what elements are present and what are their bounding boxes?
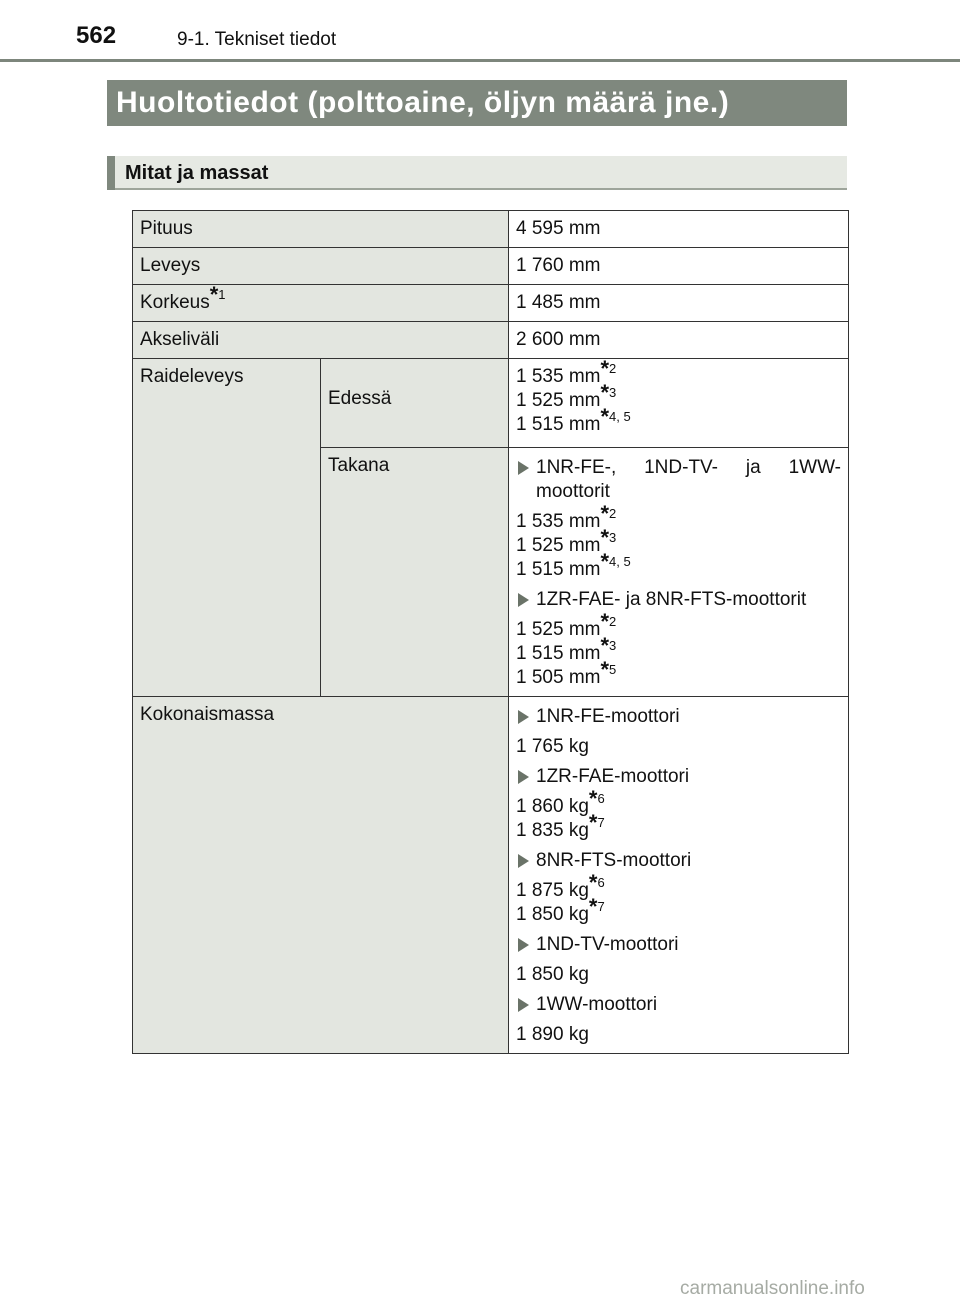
row-value: 4 595 mm bbox=[509, 211, 849, 248]
row-value: 2 600 mm bbox=[509, 322, 849, 359]
value-text: 1 525 mm bbox=[516, 619, 601, 640]
value-text: 1 890 kg bbox=[516, 1024, 589, 1045]
footnote-star: * bbox=[600, 501, 610, 526]
footnote-number: 4, 5 bbox=[609, 409, 631, 424]
triangle-bullet-icon bbox=[518, 710, 529, 724]
footnote-star: * bbox=[588, 870, 598, 895]
footnote-number: 1 bbox=[218, 287, 226, 302]
footnote-star: * bbox=[588, 810, 598, 835]
value-line bbox=[516, 870, 841, 903]
footnote-star: * bbox=[600, 404, 610, 429]
value-list bbox=[516, 356, 841, 437]
value-line bbox=[516, 1023, 841, 1047]
chapter-title: 9-1. Tekniset tiedot bbox=[177, 29, 337, 50]
value-line bbox=[516, 380, 841, 413]
triangle-bullet-icon bbox=[518, 854, 529, 868]
header-rule bbox=[0, 59, 960, 62]
value-text: 1 535 mm bbox=[516, 511, 601, 532]
footnote-number: 2 bbox=[609, 614, 617, 629]
value-text: 1 515 mm bbox=[516, 643, 601, 664]
footnote-number: 3 bbox=[609, 385, 617, 400]
row-label: Korkeus bbox=[140, 292, 210, 313]
row-label: Akseliväli bbox=[133, 322, 509, 359]
row-value-cell bbox=[509, 448, 849, 697]
value-text: 1 835 kg bbox=[516, 820, 589, 841]
engine-heading bbox=[516, 705, 841, 729]
sub-label-cell bbox=[321, 359, 509, 448]
dimensions-table bbox=[132, 210, 849, 1054]
value-text: 1 515 mm bbox=[516, 559, 601, 580]
triangle-bullet-icon bbox=[518, 593, 529, 607]
value-text: 1 850 kg bbox=[516, 904, 589, 925]
row-value-cell bbox=[509, 697, 849, 1054]
table-row bbox=[133, 697, 849, 1054]
footnote-number: 3 bbox=[609, 638, 617, 653]
triangle-bullet-icon bbox=[518, 938, 529, 952]
value-list bbox=[516, 501, 841, 582]
value-list bbox=[516, 609, 841, 690]
value-list bbox=[516, 870, 841, 927]
engine-heading bbox=[516, 456, 841, 504]
value-line bbox=[516, 404, 841, 437]
value-line bbox=[516, 525, 841, 558]
value-list bbox=[516, 963, 841, 987]
footnote-number: 7 bbox=[597, 815, 605, 830]
section-title: Huoltotiedot (polttoaine, öljyn määrä jne.) bbox=[107, 80, 847, 126]
value-text: 1 875 kg bbox=[516, 880, 589, 901]
engine-heading bbox=[516, 933, 841, 957]
value-line bbox=[516, 657, 841, 690]
row-label-cell bbox=[133, 282, 509, 322]
subsection-bar bbox=[107, 156, 115, 190]
value-list bbox=[516, 786, 841, 843]
footnote-star: * bbox=[209, 282, 219, 307]
row-label: Kokonaismassa bbox=[133, 697, 509, 1054]
value-text: 1 850 kg bbox=[516, 964, 589, 985]
value-line bbox=[516, 894, 841, 927]
row-value: 1 760 mm bbox=[509, 248, 849, 285]
sub-label: Takana bbox=[321, 448, 509, 697]
engine-heading-text: 1ZR-FAE- ja 8NR-FTS-moottorit bbox=[536, 589, 807, 610]
engine-heading-text: 1WW-moottori bbox=[536, 994, 658, 1015]
value-line bbox=[516, 609, 841, 642]
row-value-cell bbox=[509, 356, 849, 448]
value-text: 1 535 mm bbox=[516, 366, 601, 387]
table-row bbox=[133, 285, 849, 322]
footnote-star: * bbox=[600, 356, 610, 381]
table-row bbox=[133, 359, 849, 448]
subsection-title: Mitat ja massat bbox=[125, 162, 269, 184]
footnote-number: 2 bbox=[609, 506, 617, 521]
engine-heading-text: 8NR-FTS-moottori bbox=[536, 850, 692, 871]
value-line bbox=[516, 786, 841, 819]
value-text: 1 525 mm bbox=[516, 535, 601, 556]
footnote-star: * bbox=[588, 786, 598, 811]
row-value: 1 485 mm bbox=[509, 285, 849, 322]
value-list bbox=[516, 735, 841, 759]
value-text: 1 525 mm bbox=[516, 390, 601, 411]
page-number: 562 bbox=[76, 22, 117, 49]
value-line bbox=[516, 735, 841, 759]
footnote-number: 5 bbox=[609, 662, 617, 677]
triangle-bullet-icon bbox=[518, 461, 529, 475]
value-text: 1 505 mm bbox=[516, 667, 601, 688]
sub-label: Edessä bbox=[328, 388, 392, 409]
value-line bbox=[516, 549, 841, 582]
triangle-bullet-icon bbox=[518, 998, 529, 1012]
engine-heading bbox=[516, 588, 841, 612]
engine-heading-text: 1NR-FE-moottori bbox=[536, 706, 680, 727]
footnote-star: * bbox=[600, 657, 610, 682]
table-row bbox=[133, 248, 849, 285]
footnote-number: 3 bbox=[609, 530, 617, 545]
value-line bbox=[516, 633, 841, 666]
footnote-number: 7 bbox=[597, 899, 605, 914]
value-line bbox=[516, 963, 841, 987]
row-label: Leveys bbox=[133, 248, 509, 285]
value-text: 1 765 kg bbox=[516, 736, 589, 757]
footnote-star: * bbox=[600, 380, 610, 405]
value-text: 1 515 mm bbox=[516, 414, 601, 435]
engine-heading-text: 1ZR-FAE-moottori bbox=[536, 766, 690, 787]
engine-heading bbox=[516, 993, 841, 1017]
value-text: 1 860 kg bbox=[516, 796, 589, 817]
page-header bbox=[0, 0, 960, 62]
value-line bbox=[516, 501, 841, 534]
footnote-number: 2 bbox=[609, 361, 617, 376]
subsection-header bbox=[107, 156, 847, 190]
value-line bbox=[516, 810, 841, 843]
table-row bbox=[133, 322, 849, 359]
footnote-star: * bbox=[600, 633, 610, 658]
engine-heading-text: 1ND-TV-moottori bbox=[536, 934, 679, 955]
footnote-star: * bbox=[600, 525, 610, 550]
row-label: Raideleveys bbox=[133, 359, 321, 697]
engine-heading-text: 1NR-FE-, 1ND-TV- ja 1WW-moottorit bbox=[536, 457, 841, 502]
footnote-star: * bbox=[600, 609, 610, 634]
triangle-bullet-icon bbox=[518, 770, 529, 784]
footnote-number: 6 bbox=[597, 791, 605, 806]
footnote-star: * bbox=[588, 894, 598, 919]
value-line bbox=[516, 356, 841, 389]
table-row bbox=[133, 211, 849, 248]
engine-heading bbox=[516, 765, 841, 789]
value-list bbox=[516, 1023, 841, 1047]
footnote-star: * bbox=[600, 549, 610, 574]
watermark: carmanualsonline.info bbox=[680, 1278, 865, 1299]
engine-heading bbox=[516, 849, 841, 873]
footnote-number: 4, 5 bbox=[609, 554, 631, 569]
footnote-number: 6 bbox=[597, 875, 605, 890]
row-label: Pituus bbox=[133, 211, 509, 248]
